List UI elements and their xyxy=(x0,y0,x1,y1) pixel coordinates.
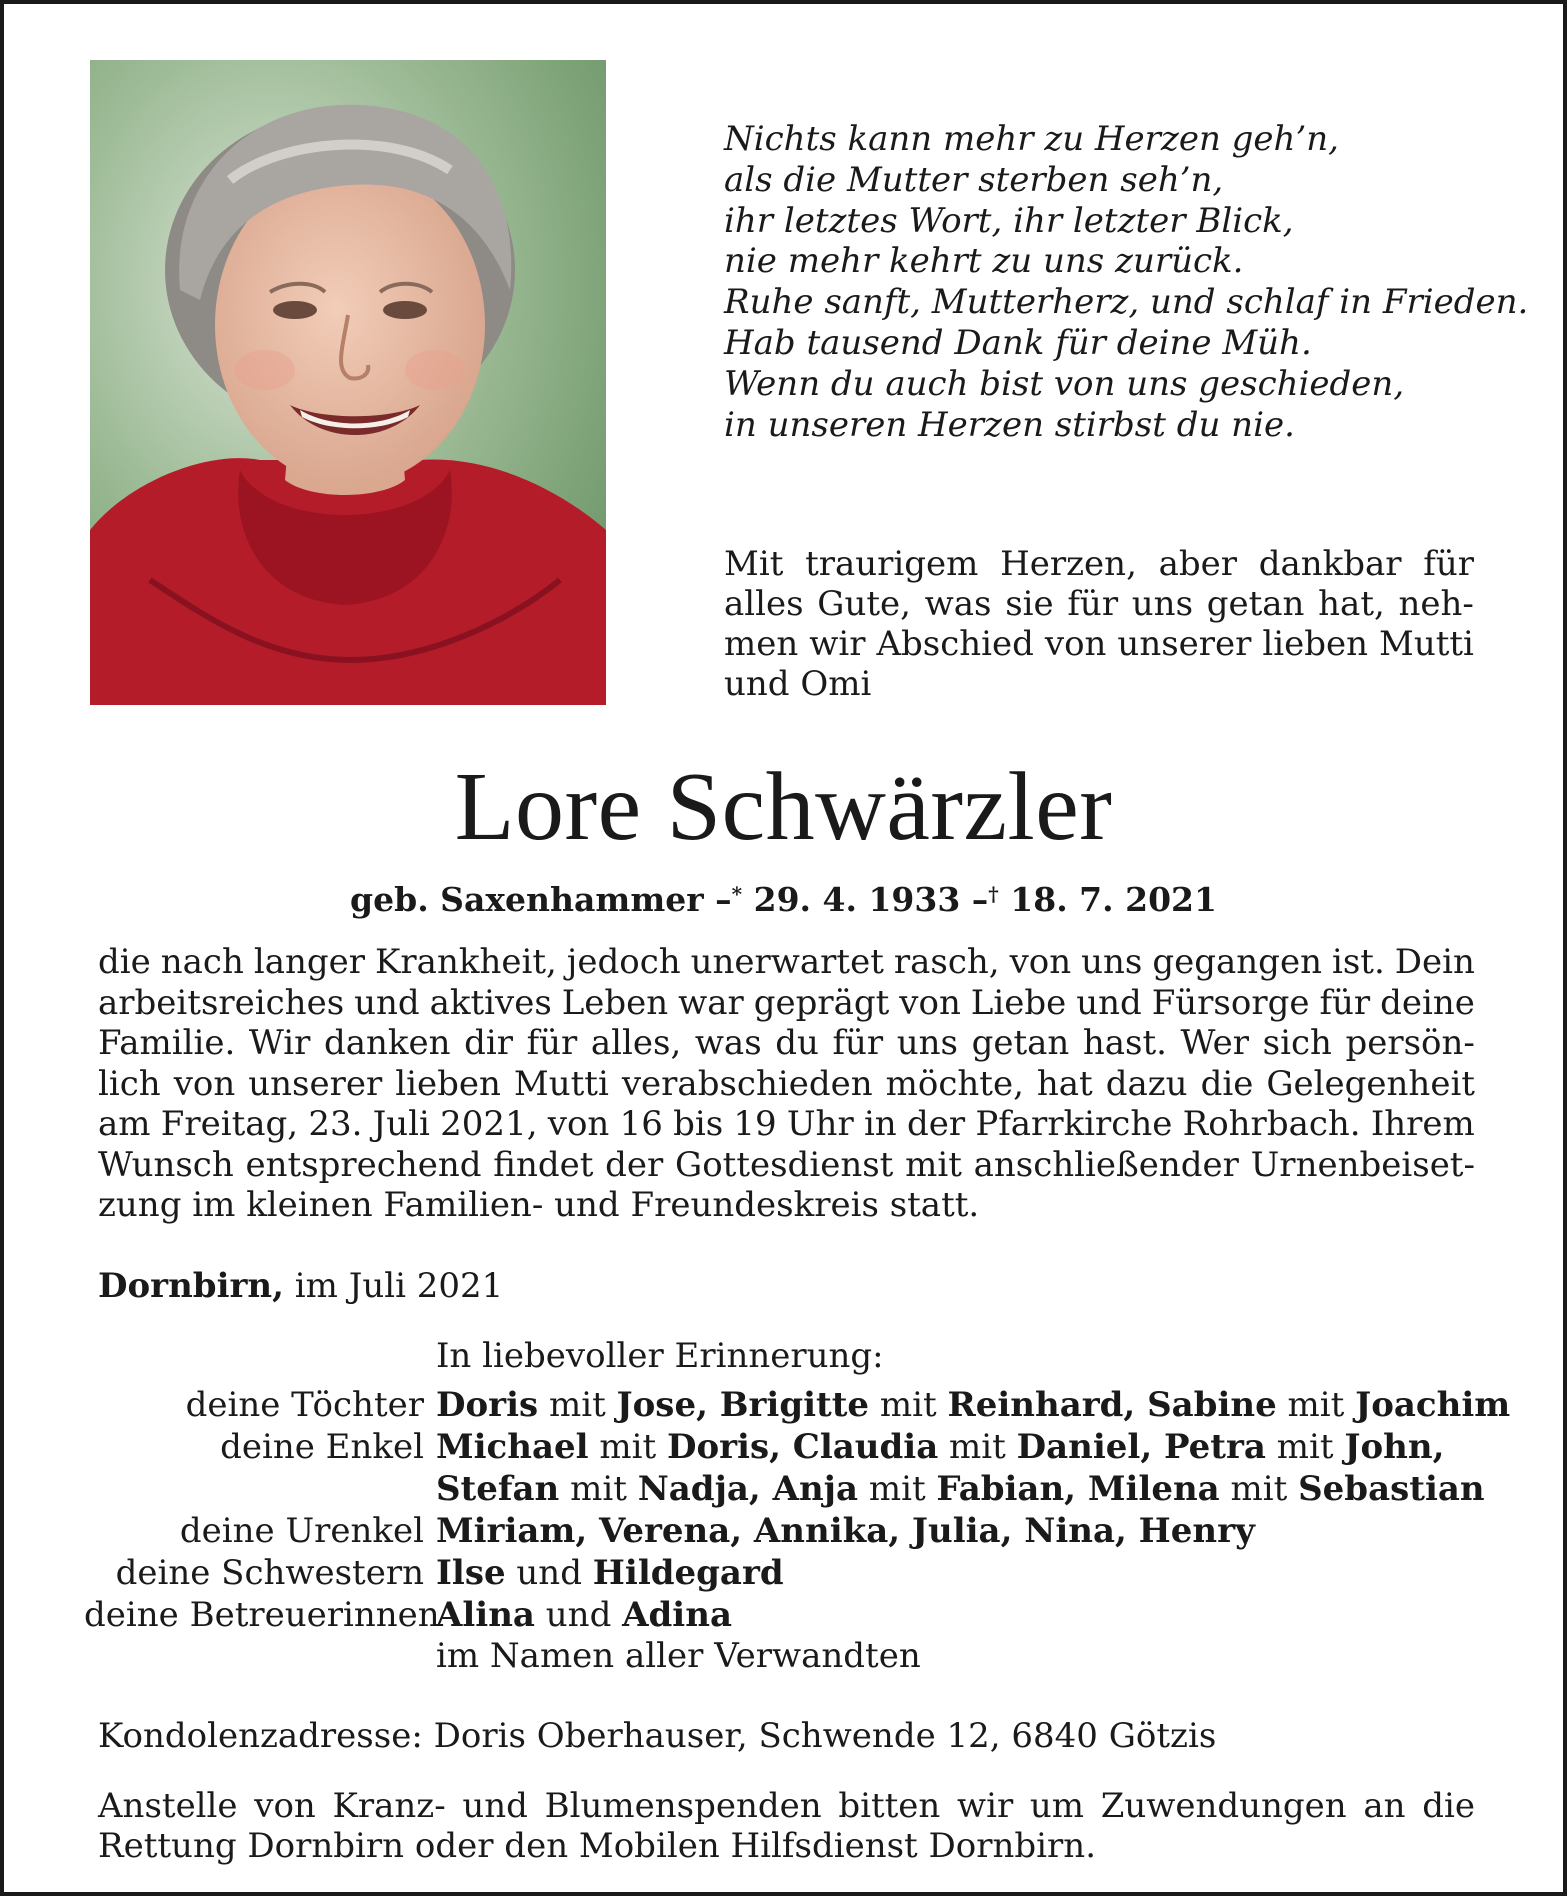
word: von xyxy=(899,982,961,1023)
connector-text: mit xyxy=(588,1427,667,1467)
word: lieben xyxy=(1262,624,1369,664)
place-city: Dornbirn, xyxy=(98,1266,284,1306)
death-cross-icon: † xyxy=(988,882,999,906)
word: verabschieden xyxy=(621,1063,873,1104)
word: bitten xyxy=(838,1786,941,1826)
word: Freitag, xyxy=(160,1104,299,1144)
word: deine xyxy=(1380,982,1475,1023)
word: 2021, xyxy=(440,1104,538,1144)
body-line xyxy=(98,983,1475,1024)
word: für xyxy=(1319,982,1371,1023)
mourner-relation: deine Betreuerinnen xyxy=(84,1595,440,1635)
birth-star-icon: * xyxy=(731,882,743,906)
mourner-relation: deine Urenkel xyxy=(179,1511,424,1551)
mourner-name: Sebastian xyxy=(1298,1469,1485,1509)
word: dazu xyxy=(1105,1063,1188,1104)
word: Ihrem xyxy=(1370,1104,1475,1144)
connector-text: mit xyxy=(1219,1469,1299,1509)
word: bis xyxy=(673,1104,724,1144)
birth-death-line xyxy=(4,874,1563,920)
word: Dein xyxy=(1394,942,1475,982)
mourner-name: Doris, Claudia xyxy=(666,1427,939,1467)
word: Rohrbach. xyxy=(1182,1104,1361,1144)
mourner-name: Joachim xyxy=(1355,1385,1511,1425)
connector-text: mit xyxy=(869,1385,948,1425)
word: getan xyxy=(971,1023,1070,1063)
word: findet xyxy=(493,1144,594,1185)
word: die xyxy=(98,942,151,982)
mourner-row xyxy=(84,1426,1514,1468)
intro-paragraph xyxy=(724,544,1474,704)
word: an xyxy=(1363,1786,1406,1826)
word: sie xyxy=(1005,584,1054,624)
word: Gelegenheit xyxy=(1266,1063,1475,1104)
word: um xyxy=(1029,1786,1085,1826)
poem xyxy=(724,119,1529,445)
mourners-closing: im Namen aller Verwandten xyxy=(436,1636,921,1676)
word: für xyxy=(832,1023,884,1063)
word: traurigem xyxy=(805,544,979,584)
mourner-row xyxy=(84,1552,1514,1594)
body-line xyxy=(98,942,1475,983)
word: von xyxy=(254,1786,316,1826)
condolence-address: Kondolenzadresse: Doris Oberhauser, Schwende 12, 6840 Götzis xyxy=(98,1716,1217,1756)
deceased-name: Lore Schwärzler xyxy=(454,753,1113,861)
word: geprägt xyxy=(753,982,890,1023)
word: persön- xyxy=(1345,1023,1475,1063)
word: Liebe xyxy=(970,982,1067,1023)
mourners-heading: In liebevoller Erinnerung: xyxy=(436,1336,884,1376)
word: für xyxy=(526,1023,578,1063)
word: mit xyxy=(905,1144,962,1185)
word: Mit xyxy=(724,544,784,584)
word: was xyxy=(924,584,992,624)
word: für xyxy=(1067,584,1119,624)
separator: – xyxy=(715,880,732,919)
word: alles xyxy=(724,584,804,624)
poem-line: ihr letztes Wort, ihr letzter Blick, xyxy=(724,200,1294,241)
mourner-name: Jose, Brigitte xyxy=(616,1385,870,1425)
connector-text: mit xyxy=(559,1469,638,1509)
word: die xyxy=(1422,1786,1475,1826)
word: getan xyxy=(1206,584,1305,624)
mourner-name: Ilse xyxy=(436,1553,506,1593)
word: und xyxy=(354,982,420,1023)
mourner-name: Miriam, Verena, Annika, Julia, Nina, Henry xyxy=(436,1511,1255,1551)
separator: – xyxy=(971,880,989,919)
word: von xyxy=(1044,624,1107,664)
word: Anstelle xyxy=(98,1786,238,1826)
word: für xyxy=(1423,544,1474,584)
body-line xyxy=(98,1104,1475,1145)
mourner-name: Doris xyxy=(436,1385,539,1425)
word: Wer xyxy=(1180,1023,1250,1063)
word: der xyxy=(906,1104,966,1144)
connector-text: und xyxy=(505,1553,593,1593)
word: wir xyxy=(956,1786,1014,1826)
word: Krankheit, xyxy=(375,942,557,982)
word: Leben xyxy=(561,982,669,1023)
mourner-row xyxy=(84,1468,1514,1510)
word: aber xyxy=(1158,544,1237,584)
word: lich xyxy=(98,1063,161,1104)
mourner-row xyxy=(84,1594,1514,1636)
word: Fürsorge xyxy=(1151,982,1310,1023)
word: aktives xyxy=(429,982,552,1023)
word: gegangen xyxy=(1152,942,1322,982)
mourner-relation xyxy=(84,1468,436,1510)
word: von xyxy=(173,1063,236,1104)
connector-text: und xyxy=(534,1595,623,1635)
poem-line: Wenn du auch bist von uns geschieden, xyxy=(724,363,1405,404)
word: Abschied xyxy=(876,624,1034,664)
word: 23. xyxy=(308,1104,363,1144)
mourner-relation: deine Enkel xyxy=(220,1427,424,1467)
mourner-name: John, xyxy=(1344,1427,1445,1467)
word: lieben xyxy=(395,1063,501,1104)
word: Mutti xyxy=(1379,624,1474,664)
mourner-names xyxy=(436,1510,1255,1552)
word: Mutti xyxy=(513,1063,609,1104)
word: Juli xyxy=(372,1104,430,1144)
word: dankbar xyxy=(1258,544,1402,584)
word: hast. xyxy=(1082,1023,1167,1063)
word: von xyxy=(547,1104,610,1144)
mourner-relation: deine Schwestern xyxy=(115,1553,424,1593)
word: rasch, xyxy=(893,942,1000,982)
mourner-name: Michael xyxy=(436,1427,589,1467)
word: Herzen, xyxy=(1000,544,1137,584)
intro-line: und Omi xyxy=(724,664,872,704)
word: du xyxy=(775,1023,819,1063)
word: anschließender xyxy=(973,1144,1239,1185)
word: ist. xyxy=(1331,942,1385,982)
mourner-names xyxy=(436,1594,732,1636)
word: danken xyxy=(323,1023,451,1063)
poem-line: nie mehr kehrt zu uns zurück. xyxy=(724,241,1244,282)
word: langer xyxy=(253,942,366,982)
request-line: Rettung Dornbirn oder den Mobilen Hilfsdienst Dornbirn. xyxy=(98,1826,1097,1866)
poem-line: als die Mutter sterben seh’n, xyxy=(724,159,1224,200)
mourner-name: Reinhard, Sabine xyxy=(947,1385,1277,1425)
word: in xyxy=(863,1104,897,1144)
word: Blumenspenden xyxy=(544,1786,822,1826)
mourner-name: Stefan xyxy=(436,1469,560,1509)
mourner-name: Adina xyxy=(622,1595,732,1635)
connector-text: mit xyxy=(938,1427,1017,1467)
death-date: 18. 7. 2021 xyxy=(1010,880,1217,919)
word: wir xyxy=(809,624,866,664)
mourner-names xyxy=(436,1384,1510,1426)
portrait-photo-icon xyxy=(90,60,606,705)
word: unserer xyxy=(248,1063,383,1104)
mourner-name: Nadja, Anja xyxy=(637,1469,859,1509)
word: Pfarrkirche xyxy=(975,1104,1173,1144)
word: Zuwendungen xyxy=(1100,1786,1347,1826)
poem-line: Nichts kann mehr zu Herzen geh’n, xyxy=(724,119,1339,159)
word: Kranz- xyxy=(332,1786,446,1826)
word: Uhr xyxy=(786,1104,854,1144)
mourner-row xyxy=(84,1384,1514,1426)
intro-line xyxy=(724,624,1474,664)
connector-text: mit xyxy=(1265,1427,1345,1467)
mourner-name: Fabian, Milena xyxy=(936,1469,1220,1509)
intro-line xyxy=(724,584,1474,624)
poem-line: Hab tausend Dank für deine Müh. xyxy=(724,322,1312,363)
word: von xyxy=(1009,942,1072,982)
poem-line: in unseren Herzen stirbst du nie. xyxy=(724,404,1295,445)
word: entsprechend xyxy=(245,1144,482,1185)
word: Gute, xyxy=(817,584,911,624)
word: men xyxy=(724,624,799,664)
body-line xyxy=(98,1023,1475,1064)
word: unerwartet xyxy=(690,942,884,982)
word: am xyxy=(98,1104,151,1144)
mourner-names xyxy=(436,1468,1485,1510)
connector-text: mit xyxy=(858,1469,937,1509)
word: sich xyxy=(1262,1023,1332,1063)
word: Wunsch xyxy=(98,1144,234,1185)
word: alles, xyxy=(590,1023,682,1063)
word: und xyxy=(1076,982,1142,1023)
word: neh- xyxy=(1398,584,1474,624)
word: hat xyxy=(1036,1063,1093,1104)
word: der xyxy=(605,1144,664,1185)
mourner-name: Hildegard xyxy=(592,1553,784,1593)
connector-text: mit xyxy=(1276,1385,1356,1425)
word: uns xyxy=(1131,584,1194,624)
mourner-row xyxy=(84,1510,1514,1552)
word: die xyxy=(1200,1063,1254,1104)
word: Familie. xyxy=(98,1023,236,1063)
word: was xyxy=(694,1023,762,1063)
word: möchte, xyxy=(885,1063,1024,1104)
connector-text: mit xyxy=(538,1385,617,1425)
word: unserer xyxy=(1117,624,1252,664)
word: dir xyxy=(464,1023,513,1063)
word: nach xyxy=(160,942,244,982)
word: und xyxy=(462,1786,528,1826)
mourners-list xyxy=(84,1384,1514,1636)
word: hat, xyxy=(1318,584,1385,624)
portrait-photo xyxy=(90,60,606,705)
word: arbeitsreiches xyxy=(98,982,345,1023)
birth-name: geb. Saxenhammer xyxy=(350,880,704,919)
donation-request xyxy=(98,1786,1475,1866)
word: jedoch xyxy=(566,942,681,982)
mourner-relation: deine Töchter xyxy=(185,1385,424,1425)
body-line: zung im kleinen Familien- und Freundeskreis statt. xyxy=(98,1185,980,1225)
request-line xyxy=(98,1786,1475,1826)
word: war xyxy=(678,982,744,1023)
body-paragraph xyxy=(98,942,1475,1226)
mourner-name: Alina xyxy=(436,1595,535,1635)
body-line xyxy=(98,1064,1475,1105)
word: 19 xyxy=(733,1104,777,1144)
word: 16 xyxy=(619,1104,663,1144)
place-month: im Juli 2021 xyxy=(283,1266,504,1306)
word: uns xyxy=(1081,942,1143,982)
mourner-name: Daniel, Petra xyxy=(1016,1427,1266,1467)
mourner-names xyxy=(436,1426,1444,1468)
intro-line xyxy=(724,544,1474,584)
place-date xyxy=(98,1266,503,1306)
word: Gottesdienst xyxy=(675,1144,894,1185)
body-line xyxy=(98,1145,1475,1186)
mourner-names xyxy=(436,1552,784,1594)
birth-date: 29. 4. 1933 xyxy=(753,880,961,919)
word: uns xyxy=(896,1023,958,1063)
word: Urnenbeiset- xyxy=(1250,1144,1475,1185)
poem-line: Ruhe sanft, Mutterherz, und schlaf in Frieden. xyxy=(724,282,1529,323)
word: Wir xyxy=(248,1023,311,1063)
